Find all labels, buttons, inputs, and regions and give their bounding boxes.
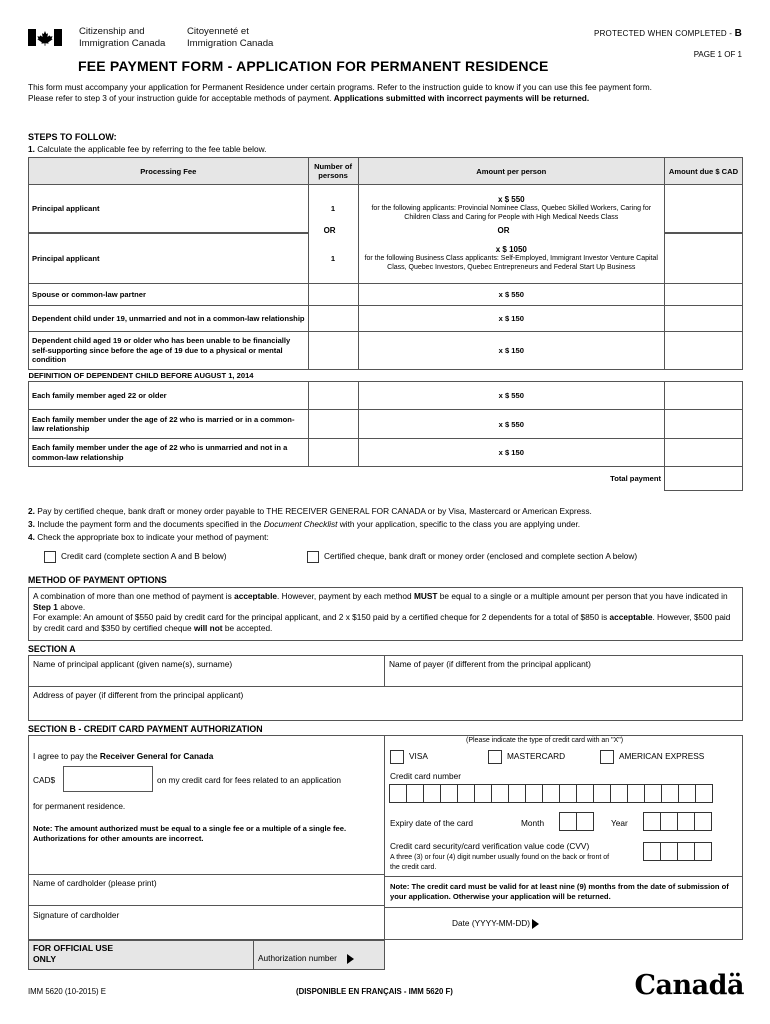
step-1-text: 1. Calculate the applicable fee by referring to the fee table below. (28, 144, 267, 154)
col-amount-due: Amount due $ CAD (665, 158, 743, 185)
canada-flag-icon (28, 29, 62, 46)
department-name-english: Citizenship and Immigration Canada (79, 26, 166, 49)
cvv-input[interactable] (644, 842, 712, 863)
total-payment-input[interactable] (665, 467, 743, 491)
steps-heading: STEPS TO FOLLOW: (28, 132, 117, 142)
amount-due-input[interactable] (665, 185, 743, 233)
date-field[interactable]: Date (YYYY-MM-DD) (452, 918, 539, 929)
arrow-right-icon (347, 954, 354, 964)
fee-table: Processing Fee Number of persons Amount per person Amount due $ CAD Principal applicant 1 x $ 550 for the following applicants: Provincial Nominee Class, Quebec Skilled Workers, Caring for Children Class and Caring for People with High Medical Needs Class OR OR Principal applicant 1 x $ 1050 for the following Business Class applicants: Self-Employed, Immigrant Investor Venture Capital Class, Quebec Investors, Quebec Entrepreneurs and Federal Start Up Business Spouse or common-law partner x $ 550 Dependent child under 19, unmarried and not in a common-law relationship x $ 150 Dependent child aged 19 or older who has been unable to be financially self-supporting since before the age of 19 due to a physical or mental condition x $ 150 DEFINITION OF DEPENDENT CHILD BEFORE AUGUST 1, 2014 Each family member aged 22 or older x $ 550 Each family member under the age of 22 who is married or in a common-law relationship x $ 550 Each family member under the age of 22 who is unmarried and not in a common-law relationship x $ 150 Total payment (28, 157, 743, 491)
total-payment-label: Total payment (610, 474, 662, 484)
authorization-number-field[interactable]: Authorization number (258, 953, 354, 964)
cad-amount-input[interactable] (63, 766, 153, 792)
principal-name-field[interactable]: Name of principal applicant (given name(s), surname) (28, 655, 385, 687)
amount-due-input[interactable] (665, 382, 743, 410)
amount-due-input[interactable] (665, 332, 743, 370)
table-row: Dependent child under 19, unmarried and not in a common-law relationship x $ 150 (29, 306, 743, 332)
amex-option[interactable]: AMERICAN EXPRESS (600, 750, 704, 764)
amount-due-input[interactable] (665, 439, 743, 467)
expiry-month-input[interactable] (560, 812, 594, 833)
visa-checkbox[interactable] (390, 750, 404, 764)
signature-field[interactable]: Signature of cardholder (33, 910, 120, 920)
agree-text: I agree to pay the Receiver General for Canada (33, 751, 214, 761)
divider (384, 876, 743, 877)
cad-label: CAD$ (33, 775, 56, 785)
method-heading: METHOD OF PAYMENT OPTIONS (28, 575, 167, 585)
payer-name-field[interactable]: Name of payer (if different from the principal applicant) (384, 655, 743, 687)
year-label: Year (611, 818, 628, 828)
amex-checkbox[interactable] (600, 750, 614, 764)
divider (384, 907, 743, 908)
col-processing-fee: Processing Fee (29, 158, 309, 185)
table-row: Dependent child aged 19 or older who has been unable to be financially self-supporting since before the age of 19 due to a physical or mental condition x $ 150 (29, 332, 743, 370)
protected-label: PROTECTED WHEN COMPLETED - B (594, 28, 742, 39)
option-credit-card[interactable]: Credit card (complete section A and B below) (44, 551, 227, 563)
section-b-divider (384, 735, 385, 940)
divider (28, 874, 385, 875)
page-title: FEE PAYMENT FORM - APPLICATION FOR PERMANENT RESIDENCE (78, 58, 549, 74)
persons-input[interactable] (308, 410, 358, 439)
expiry-label: Expiry date of the card (390, 818, 474, 828)
persons-input[interactable] (308, 306, 358, 332)
amount-due-input[interactable] (665, 410, 743, 439)
divider (253, 940, 254, 970)
french-availability: (DISPONIBLE EN FRANÇAIS - IMM 5620 F) (296, 987, 453, 996)
divider (28, 905, 385, 906)
card-type-instruction: (Please indicate the type of credit card with an "X") (466, 737, 624, 744)
expiry-year-input[interactable] (644, 812, 712, 833)
canada-wordmark: Canadä (634, 970, 744, 1001)
option-cheque[interactable]: Certified cheque, bank draft or money order (enclosed and complete section A below) (307, 551, 637, 563)
section-b-heading: SECTION B - CREDIT CARD PAYMENT AUTHORIZATION (28, 724, 263, 734)
persons-input[interactable] (308, 439, 358, 467)
card-number-input[interactable] (390, 784, 713, 805)
payer-address-field[interactable]: Address of payer (if different from the principal applicant) (28, 686, 743, 721)
method-text: A combination of more than one method of payment is acceptable. However, payment by each method MUST be equal to a single or a multiple amount per person that you have indicated in Step 1 above. For example: An amount of $550 paid by credit card for the principal applicant, and 2 x $150 paid by a certified cheque for 2 dependents for a total of $850 is acceptable. However, $500 paid by credit card and $350 by certified cheque will not be accepted. (28, 587, 743, 641)
visa-option[interactable]: VISA (390, 750, 428, 764)
cardholder-name-field[interactable]: Name of cardholder (please print) (33, 878, 157, 888)
amount-due-input[interactable] (665, 284, 743, 306)
card-number-label: Credit card number (390, 771, 462, 781)
page-number: PAGE 1 OF 1 (693, 50, 742, 59)
intro-text: This form must accompany your application for Permanent Residence under certain programs. Refer to the instruction guide to know if you can use this fee payment form. Please refer to step 3 of your instruction guide for acceptable methods of payment. Applications submitted with incorrect payments will be returned. (28, 82, 652, 103)
definition-heading: DEFINITION OF DEPENDENT CHILD BEFORE AUGUST 1, 2014 (29, 370, 743, 382)
table-row: Each family member under the age of 22 who is unmarried and not in a common-law relationship x $ 150 (29, 439, 743, 467)
persons-input[interactable] (308, 332, 358, 370)
validity-note: Note: The credit card must be valid for at least nine (9) months from the date of submission of your application. Otherwise your application will be returned. (390, 882, 729, 901)
col-amount-per-person: Amount per person (358, 158, 665, 185)
persons-input[interactable] (308, 284, 358, 306)
cheque-checkbox[interactable] (307, 551, 319, 563)
cvv-label: Credit card security/card verification value code (CVV) (390, 841, 590, 851)
credit-card-checkbox[interactable] (44, 551, 56, 563)
table-row: Spouse or common-law partner x $ 550 (29, 284, 743, 306)
mastercard-checkbox[interactable] (488, 750, 502, 764)
amount-note: Note: The amount authorized must be equal to a single fee or a multiple of a single fee. Authorizations for other amounts are incorrect. (33, 824, 347, 843)
table-row: Principal applicant 1 x $ 1050 for the following Business Class applicants: Self-Employed, Immigrant Investor Venture Capital Class, Quebec Investors, Quebec Entrepreneurs and Federal Start Up Business (29, 234, 743, 284)
col-number-of-persons: Number of persons (308, 158, 358, 185)
steps-2-to-4: 2. Pay by certified cheque, bank draft or money order payable to THE RECEIVER GENERAL FOR CANADA or by Visa, Mastercard or American Express. 3. Include the payment form and the documents specified in the Document Checklist with your application, specific to the class you are applying under. 4. Check the appropriate box to indicate your method of payment: (28, 506, 592, 542)
month-label: Month (521, 818, 545, 828)
table-row: Principal applicant 1 x $ 550 for the following applicants: Provincial Nominee Class, Quebec Skilled Workers, Caring for Children Class and Caring for People with High Medical Needs Class (29, 185, 743, 233)
official-use-label: FOR OFFICIAL USE ONLY (33, 943, 114, 964)
on-card-text: on my credit card for fees related to an application (157, 775, 342, 785)
for-pr-text: for permanent residence. (33, 801, 126, 811)
amount-due-input[interactable] (665, 306, 743, 332)
persons-input[interactable] (308, 382, 358, 410)
form-id: IMM 5620 (10-2015) E (28, 987, 107, 996)
department-name-french: Citoyenneté et Immigration Canada (187, 26, 274, 49)
amount-due-input[interactable] (665, 234, 743, 284)
mastercard-option[interactable]: MASTERCARD (488, 750, 565, 764)
table-row: Each family member under the age of 22 who is married or in a common-law relationship x $ 550 (29, 410, 743, 439)
arrow-right-icon (532, 919, 539, 929)
table-row: Each family member aged 22 or older x $ 550 (29, 382, 743, 410)
section-a-heading: SECTION A (28, 644, 76, 654)
cvv-note: A three (3) or four (4) digit number usually found on the back or front of the credit card. (390, 854, 610, 871)
